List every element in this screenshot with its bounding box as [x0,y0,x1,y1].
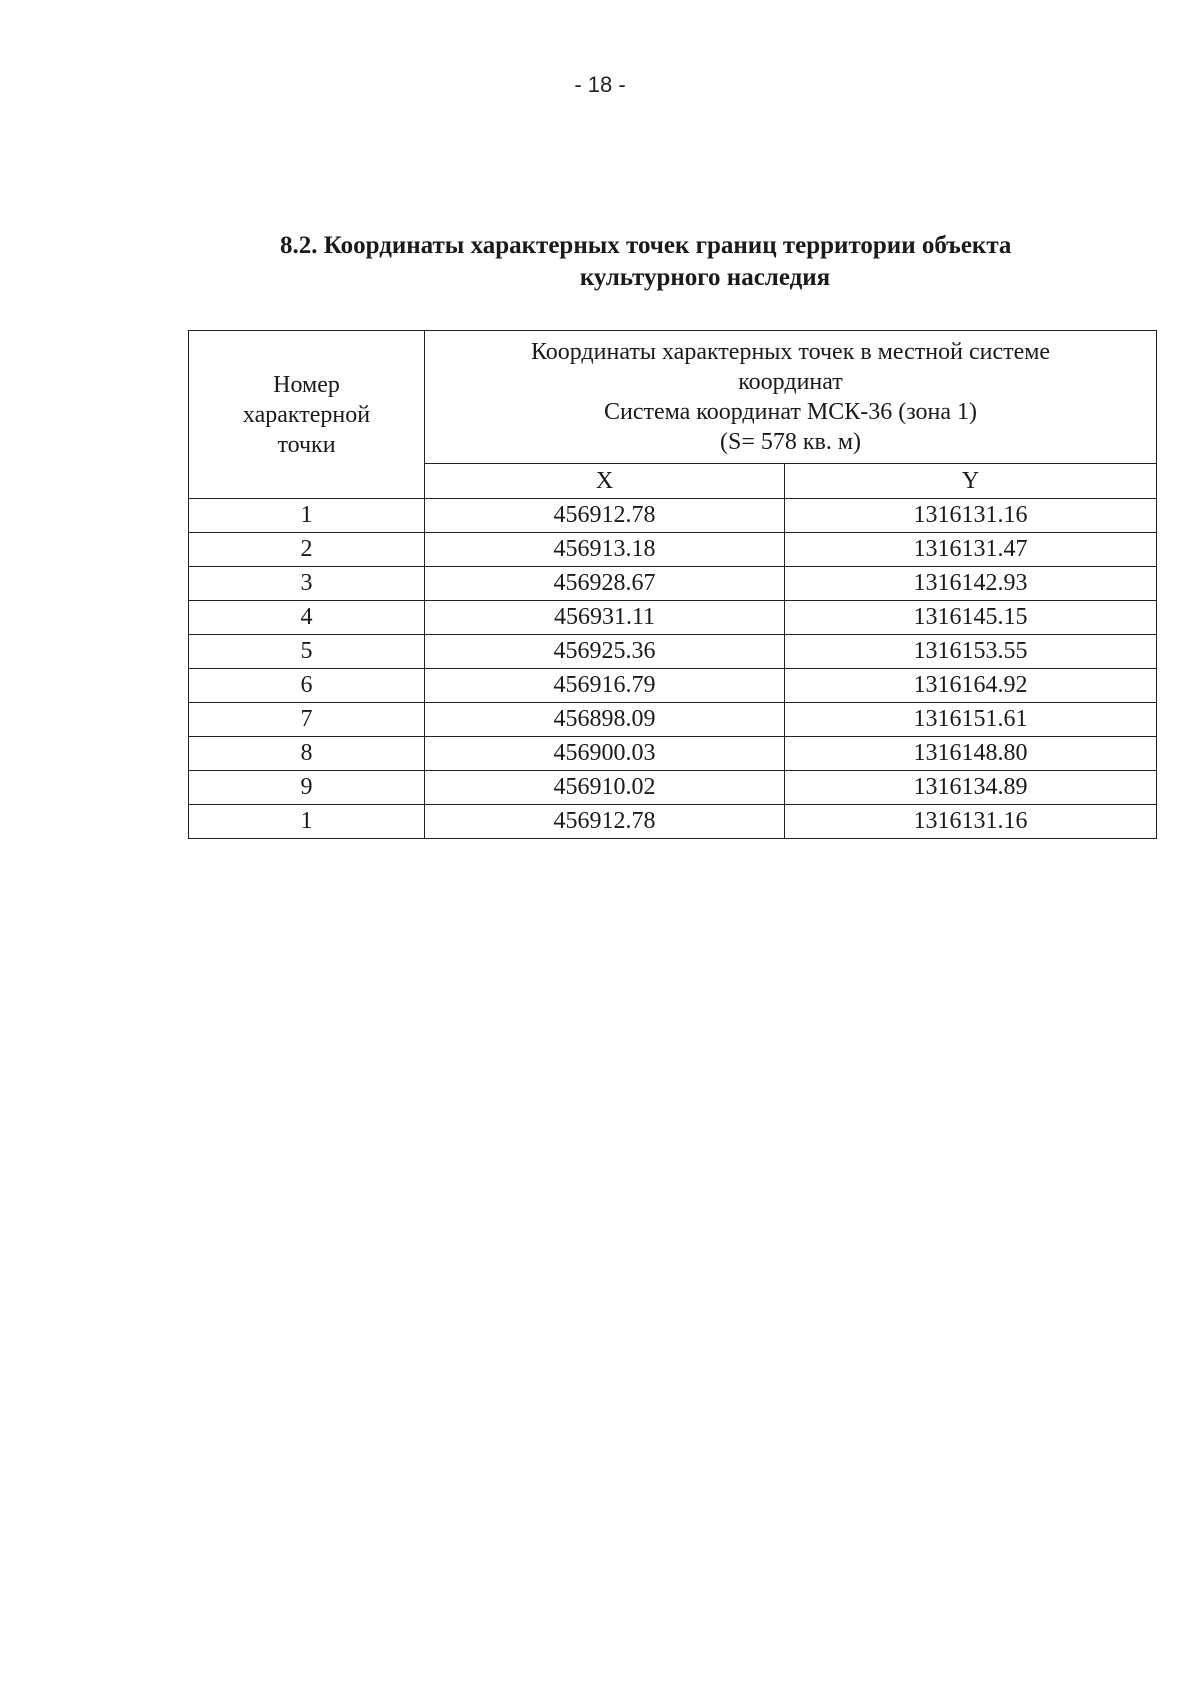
header-point-number [189,331,425,499]
x-coordinate-cell: 456913.18 [425,533,785,567]
y-coordinate-cell: 1316151.61 [785,703,1157,737]
x-coordinate-cell: 456910.02 [425,771,785,805]
point-number-cell: 5 [189,635,425,669]
y-coordinate-cell: 1316131.16 [785,805,1157,839]
point-number-cell: 1 [189,805,425,839]
table-row [189,771,1157,805]
table-row [189,805,1157,839]
header-point-line: характерной [242,401,371,428]
table-row [189,635,1157,669]
table-row [189,669,1157,703]
point-number-cell: 2 [189,533,425,567]
y-coordinate-cell: 1316148.80 [785,737,1157,771]
x-coordinate-cell: 456900.03 [425,737,785,771]
header-coordinate-system [425,331,1157,464]
header-system-line: (S= 578 кв. м) [719,429,862,455]
table-row [189,601,1157,635]
header-x: X [425,464,785,499]
table-row [189,499,1157,533]
header-system-line: Система координат МСК-36 (зона 1) [603,399,978,425]
point-number-cell: 1 [189,499,425,533]
coordinates-table [188,330,1157,839]
heading-line-1: 8.2. Координаты характерных точек границ территории объекта [280,232,1012,259]
point-number-cell: 9 [189,771,425,805]
x-coordinate-cell: 456916.79 [425,669,785,703]
header-system-line: координат [738,369,843,395]
y-coordinate-cell: 1316142.93 [785,567,1157,601]
y-coordinate-cell: 1316131.47 [785,533,1157,567]
table-row [189,703,1157,737]
heading-line-2: культурного наследия [579,264,831,291]
table-row [189,567,1157,601]
x-coordinate-cell: 456925.36 [425,635,785,669]
header-y: Y [785,464,1157,499]
y-coordinate-cell: 1316145.15 [785,601,1157,635]
y-coordinate-cell: 1316131.16 [785,499,1157,533]
point-number-cell: 3 [189,567,425,601]
table-row [189,533,1157,567]
header-point-line: Номер [273,371,340,398]
point-number-cell: 6 [189,669,425,703]
table-row [189,737,1157,771]
x-coordinate-cell: 456912.78 [425,805,785,839]
point-number-cell: 8 [189,737,425,771]
header-system-line: Координаты характерных точек в местной системе [530,339,1051,365]
point-number-cell: 4 [189,601,425,635]
point-number-cell: 7 [189,703,425,737]
x-coordinate-cell: 456931.11 [425,601,785,635]
y-coordinate-cell: 1316164.92 [785,669,1157,703]
x-coordinate-cell: 456928.67 [425,567,785,601]
header-point-line: точки [277,431,336,458]
x-coordinate-cell: 456898.09 [425,703,785,737]
section-heading [280,230,1140,294]
y-coordinate-cell: 1316134.89 [785,771,1157,805]
y-coordinate-cell: 1316153.55 [785,635,1157,669]
page-number: - 18 - [574,72,626,97]
x-coordinate-cell: 456912.78 [425,499,785,533]
